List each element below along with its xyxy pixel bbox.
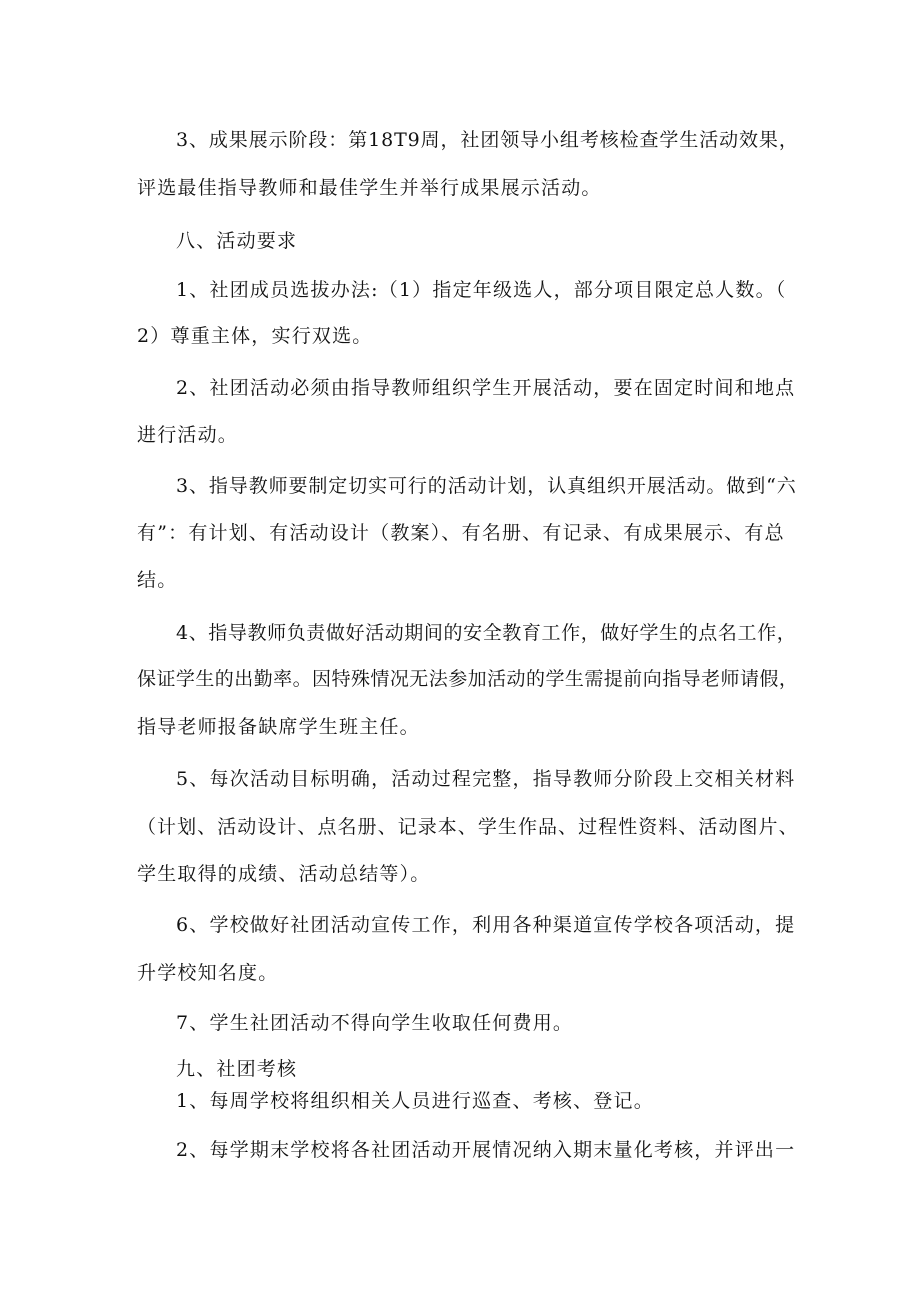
text-line: 4、指导教师负责做好活动期间的安全教育工作，做好学生的点名工作， <box>176 622 797 644</box>
section-heading: 九、社团考核 <box>176 1058 298 1080</box>
text-line: 5、每次活动目标明确，活动过程完整，指导教师分阶段上交相关材料 <box>176 768 796 790</box>
text-line: 1、每周学校将组织相关人员进行巡查、考核、登记。 <box>176 1090 654 1112</box>
text-line: 有”：有计划、有活动设计（教案）、有名册、有记录、有成果展示、有总 <box>137 522 785 544</box>
text-line: 学生取得的成绩、活动总结等）。 <box>137 863 431 885</box>
text-line: 升学校知名度。 <box>137 962 279 984</box>
text-line: 7、学生社团活动不得向学生收取任何费用。 <box>176 1012 574 1034</box>
text-line: 1、社团成员选拔办法:（1）指定年级选人，部分项目限定总人数。（ <box>176 279 787 301</box>
text-line: 结。 <box>137 569 178 591</box>
text-line: 保证学生的出勤率。因特殊情况无法参加活动的学生需提前向指导老师请假， <box>137 668 799 690</box>
text-line: 6、学校做好社团活动宣传工作，利用各种渠道宣传学校各项活动，提 <box>176 914 796 936</box>
text-line: 2、社团活动必须由指导教师组织学生开展活动，要在固定时间和地点 <box>176 377 796 399</box>
text-line: 3、指导教师要制定切实可行的活动计划，认真组织开展活动。做到“六 <box>176 475 797 497</box>
text-line: 2）尊重主体，实行双选。 <box>137 325 373 347</box>
section-heading: 八、活动要求 <box>176 230 298 252</box>
text-line: 3、成果展示阶段：第18T9周，社团领导小组考核检查学生活动效果， <box>176 129 799 151</box>
text-line: 评选最佳指导教师和最佳学生并举行成果展示活动。 <box>137 177 602 199</box>
text-line: （计划、活动设计、点名册、记录本、学生作品、过程性资料、活动图片、 <box>137 816 799 838</box>
text-line: 进行活动。 <box>137 424 239 446</box>
text-line: 2、每学期末学校将各社团活动开展情况纳入期末量化考核，并评出一 <box>176 1139 796 1161</box>
text-line: 指导老师报备缺席学生班主任。 <box>137 716 420 738</box>
